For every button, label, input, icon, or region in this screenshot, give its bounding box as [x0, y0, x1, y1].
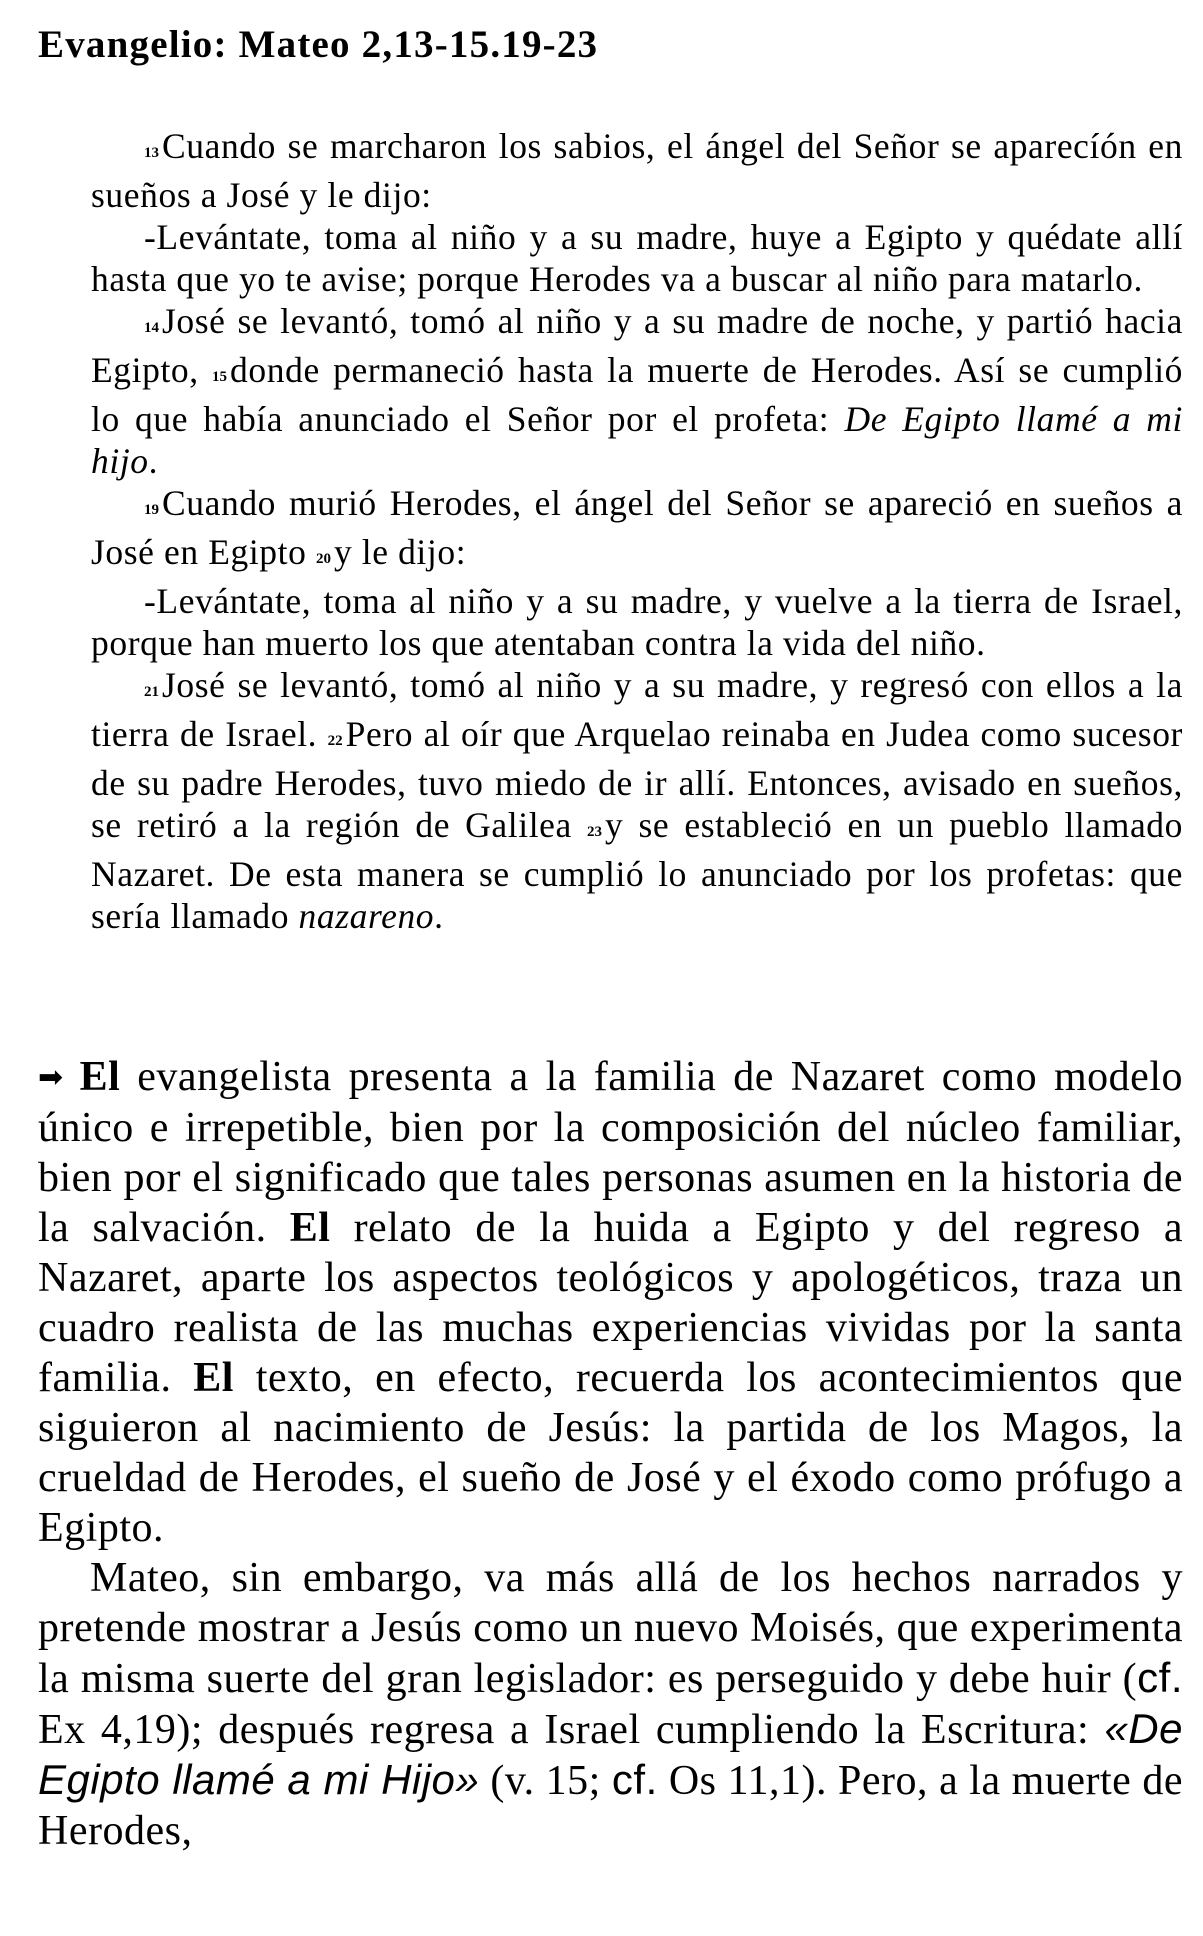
commentary-text: Os 11,1). Pero, a la muerte de Herodes,: [38, 1758, 1183, 1854]
reading-text: y le dijo:: [333, 532, 467, 572]
commentary: [38, 1052, 1183, 1856]
reading-text: donde permaneció hasta la muerte de Herodes. Así se cumplió lo que había anunciado el Señor por el profeta:: [91, 350, 1184, 439]
reading-paragraph: [91, 664, 1183, 937]
verse-number: 23: [587, 824, 603, 840]
reading-paragraph: [91, 300, 1183, 482]
reading-text: .: [148, 441, 159, 481]
arrow-right-icon: ➡: [38, 1060, 64, 1095]
reading-text: Pero al oír que Arquelao reinaba en Judea como sucesor de su padre Herodes, tuvo miedo de ir allí. Entonces, avisado en sueños, se retiró a la región de Galilea: [91, 714, 1183, 845]
verse-number: 19: [144, 502, 159, 518]
reading-paragraph: [91, 125, 1183, 216]
commentary-paragraph: [38, 1052, 1183, 1553]
verse-number: 14: [144, 320, 159, 336]
verse-number: 13: [144, 145, 159, 161]
commentary-paragraph: [38, 1553, 1183, 1856]
verse-number: 15: [212, 369, 228, 385]
italic-word: nazareno: [298, 896, 435, 936]
reading-paragraph: [91, 216, 1183, 300]
commentary-text: Mateo, sin embargo, va más allá de los hechos narrados y pretende mostrar a Jesús como un nuevo Moisés, que experimenta la misma suerte del gran legislador: es perseguido y debe huir (: [38, 1555, 1183, 1702]
reading-paragraph: [91, 482, 1183, 580]
bold-word: El: [193, 1355, 234, 1401]
commentary-text: relato de la huida a Egipto y del regreso a Nazaret, aparte los aspectos teológicos y apologéticos, traza un cuadro realista de las muchas experiencias vividas por la santa familia.: [38, 1205, 1184, 1401]
reading-text: José se levantó, tomó al niño y a su madre de noche, y partió hacia Egipto,: [91, 301, 1183, 390]
cf-abbrev: cf.: [611, 1756, 658, 1803]
commentary-text: evangelista presenta a la familia de Nazaret como modelo único e irrepetible, bien por la composición del núcleo familiar, bien por el significado que tales personas asumen en la historia de la salvación.: [38, 1054, 1183, 1251]
scripture-quote: «De Egipto llamé a mi Hijo»: [38, 1705, 1183, 1803]
reading-text: .: [434, 896, 444, 936]
page-title: Evangelio: Mateo 2,13-15.19-23: [38, 23, 599, 66]
reading-text: José se levantó, tomó al niño y a su madre, y regresó con ellos a la tierra de Israel.: [91, 665, 1183, 754]
bold-word: El: [79, 1054, 121, 1100]
cf-abbrev: cf.: [1137, 1654, 1183, 1701]
prophet-quote: De Egipto llamé a mi hijo: [91, 399, 1183, 481]
verse-number: 22: [327, 733, 343, 749]
reading-text: Cuando se marcharon los sabios, el ángel del Señor se aparecíón en sueños a José y le dijo:: [91, 126, 1183, 215]
gospel-reading: [91, 125, 1183, 937]
commentary-text: Ex 4,19); después regresa a Israel cumpliendo la Escritura:: [38, 1707, 1105, 1753]
reading-text: -Levántate, toma al niño y a su madre, y vuelve a la tierra de Israel, porque han muerto los que atentaban contra la vida del niño.: [91, 581, 1183, 663]
reading-text: Cuando murió Herodes, el ángel del Señor se apareció en sueños a José en Egipto: [91, 483, 1183, 572]
verse-number: 21: [144, 684, 159, 700]
reading-text: -Levántate, toma al niño y a su madre, huye a Egipto y quédate allí hasta que yo te avise; porque Herodes va a buscar al niño para matarlo.: [91, 217, 1183, 299]
bold-word: El: [289, 1205, 331, 1251]
commentary-text: (v. 15;: [479, 1758, 612, 1804]
reading-text: y se estableció en un pueblo llamado Nazaret. De esta manera se cumplió lo anunciado por los profetas: que sería llamado: [91, 805, 1183, 936]
commentary-text: texto, en efecto, recuerda los acontecimientos que siguieron al nacimiento de Jesús: la partida de los Magos, la crueldad de Herodes, el sueño de José y el éxodo como prófugo a Egipto.: [38, 1355, 1183, 1551]
reading-paragraph: [91, 580, 1183, 664]
verse-number: 20: [315, 551, 331, 567]
